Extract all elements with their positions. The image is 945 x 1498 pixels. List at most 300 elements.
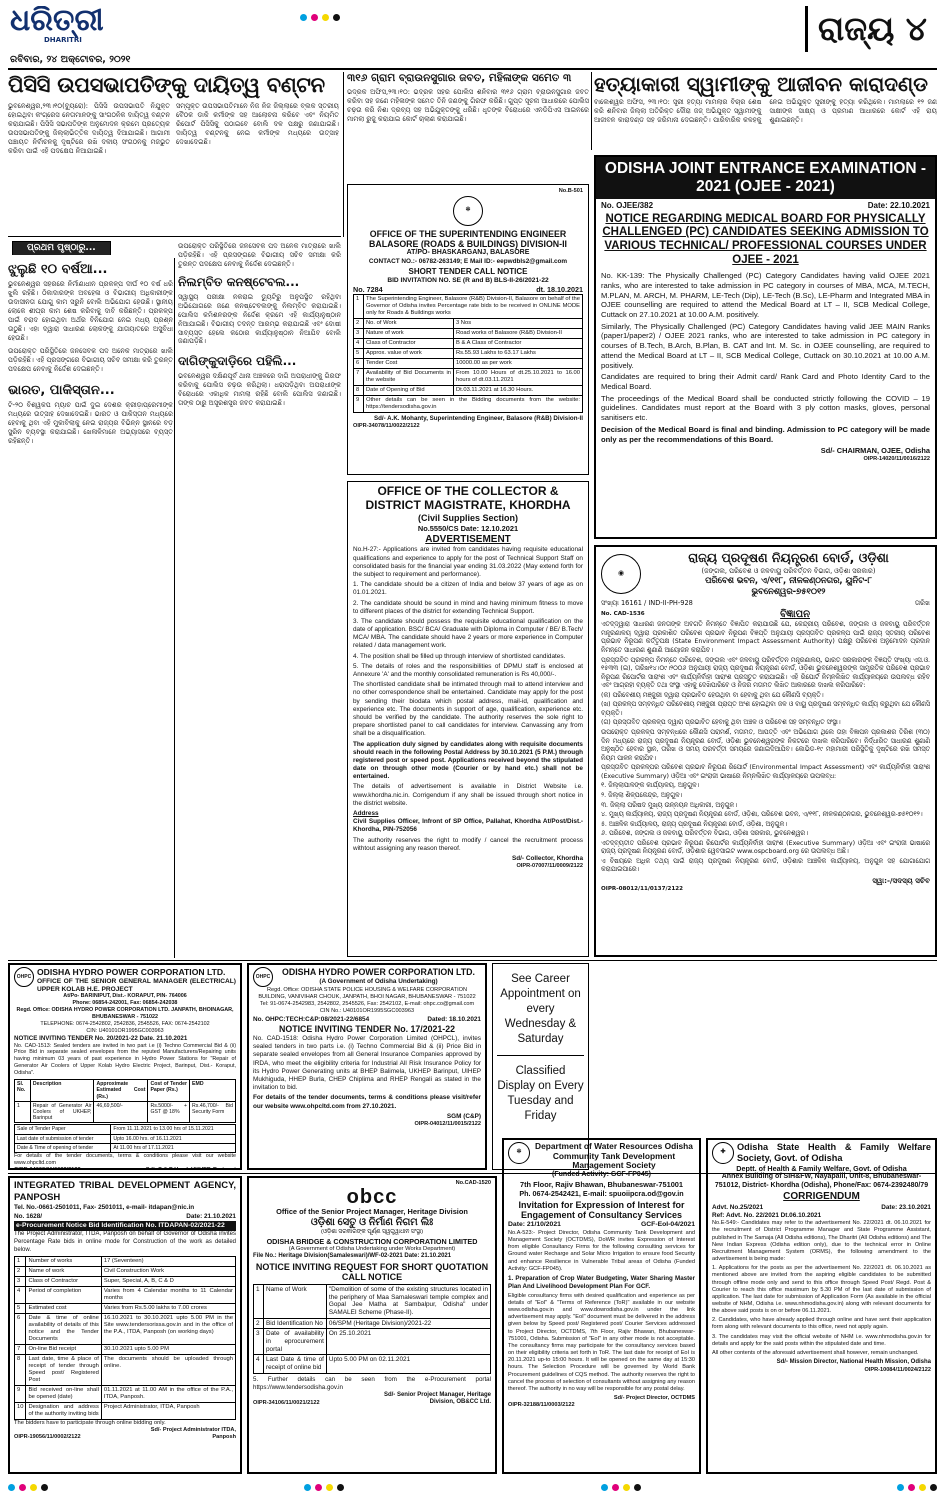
ad-ref-no: No. 7284: [353, 285, 383, 295]
ad-title: ODISHA HYDRO POWER CORPORATION LTD.: [282, 967, 475, 977]
table-cell: 4: [354, 339, 364, 349]
table-cell: 9: [354, 395, 364, 412]
table-cell: Nature of work: [364, 329, 454, 339]
table-row: [354, 295, 583, 319]
col-divider: [174, 258, 175, 958]
table-cell: 3 Nos: [453, 319, 582, 329]
registration-dot: [322, 14, 329, 21]
ad-address: AT/PO- BHASKARGANJ, BALASORE: [406, 249, 530, 257]
logo-text: ଧରିତ୍ରୀ: [10, 6, 104, 38]
registration-dot: [612, 1484, 619, 1491]
ad-tel: Tel: 91-0674-2542983, 2542802, 2545526, Fax: 2542102, E-mail: ohpc.co@gmail.com: [259, 1001, 475, 1008]
table-cell: 10000.00 as per work: [453, 359, 582, 369]
table-cell: 1: [15, 1101, 31, 1123]
oipr-code: OIPR-19056/11/0002/2122: [14, 1434, 81, 1441]
table-row: [15, 1344, 236, 1354]
table-cell: 30.10.2021 upto 5.00 PM: [101, 1344, 235, 1354]
ad-ohpc-ukhep: [8, 963, 242, 1170]
article-text: ଉପରୋକ୍ତ ପରିସ୍ଥିତିରେ ଜନସେବକ ପଦ ଅନେକ ମାତ୍ରାରେ ଖାଲି ପଡ଼ିରହିଛି। ଏହି ପ୍ରସଙ୍ଗରେ ବିଭାଗୀୟ ସଚିବ ସମୀକ୍ଷା କରି ତୁରନ୍ତ ପଦକ୍ଷେପ ନେବାକୁ ନିର୍ଦ୍ଦେଶ ଦେଇଛନ୍ତି।: [8, 346, 173, 373]
ad-title: Odisha State Health & Family Welfare Society, Govt. of Odisha: [737, 1142, 931, 1163]
oipr-code: OIPR-08012/11/0137/2122: [601, 885, 684, 892]
table-cell: Date of Opening of Bid: [364, 385, 454, 395]
ad-title: ODISHA JOINT ENTRANCE EXAMINATION - 2021 (OJEE - 2021): [596, 157, 935, 199]
ad-office: Office of the Senior Project Manager, Heritage Division: [276, 1207, 468, 1217]
list-item: 2. Candidates, who have already applied through online and have sent their application form along with relevant documents to this office, need not apply again.: [712, 1317, 931, 1331]
divider: [8, 236, 341, 237]
table-cell: 7: [354, 369, 364, 386]
table-row: [15, 1143, 236, 1152]
main-article-col2: [176, 102, 339, 232]
left-col-b: [178, 242, 341, 958]
ad-title: Department of Water Resources Odisha Community Tank Development Management Society: [535, 1141, 693, 1171]
left-col-a: [8, 258, 173, 958]
registration-dot: [623, 1484, 630, 1491]
list-item: ୪. ମୁଖ୍ୟ କାର୍ଯ୍ୟାଳୟ, ରାଜ୍ୟ ପ୍ରଦୂଷଣ ନିୟନ୍ତ୍ରଣ ବୋର୍ଡ, ଓଡ଼ିଶା, ପରିବେଶ ଭବନ, ଏ/୧୧୮, ନୀଳକଣ୍ଠନଗର, ଭୁବନେଶ୍ୱର-୭୫୧୦୧୨।: [601, 811, 923, 819]
article-text: ଭଦ୍ରକ ଅଫିସ,୨୩।୧୦: ଭଦ୍ରକ ସହର ପୋଲିସ ଶନିବାର ୩୧୬ ଗ୍ରାମ ବ୍ରାଉନସୁଗାର ଜବତ କରିବା ସହ ଜଣେ ମହିଳାଙ୍କ ସମେତ ତିନି ଜଣଙ୍କୁ ଗିରଫ କରିଛି। ଗୁପ୍ତ ସୂଚନା ଆଧାରରେ ପୋଲିସ ଚଢ଼ଉ କରି ନିଶା ଦ୍ରବ୍ୟ ସହ ଅଭିଯୁକ୍ତଙ୍କୁ ଧରିଛି। ଧୃତଙ୍କ ବିରୋଧରେ ଏନଡିପିଏସ ଆଇନରେ ମାମଲା ରୁଜୁ କରାଯାଇ କୋର୍ଟ ଚାଲାଣ କରାଯାଇଛି।: [347, 88, 589, 123]
ad-address: Civil Supplies Officer, Infront of SP Office, Pallahat, Khordha At/Post/Dist.- Khordha, PIN-752056: [353, 818, 583, 834]
table-cell: 2: [354, 319, 364, 329]
ad-reference: Ref: Advt. No. 22/2021 Dt.06.10.2021: [712, 1212, 822, 1220]
registration-marks-top: [300, 14, 360, 24]
ad-cin: CIN: U40101OR1995GC003963: [86, 1027, 164, 1034]
table-cell: 4: [254, 1355, 264, 1373]
list-item: 5. The details of roles and the responsibilities of DPMU staff is enclosed at Annexure 'A' and the monthly consolidated remuneration is Rs 40,000/-.: [353, 662, 583, 678]
table-cell: 5: [354, 349, 364, 359]
table-cell: Description: [30, 1080, 94, 1102]
table-cell: 5: [15, 1304, 26, 1314]
registration-dot: [908, 1484, 915, 1491]
ad-subtitle: (A Government of Odisha Undertaking): [319, 978, 438, 986]
table-cell: Repair of Generator Air Coolers of UKHEP, Barinput: [30, 1101, 94, 1123]
table-cell: 8: [15, 1354, 26, 1385]
ad-body: Similarly, The Physically Challenged (PC) Category Candidates having valid JEE MAIN Ranks (paper1/paper2) / OJEE 2021 ranks, who are interested to take admission in PC category in courses of B.Tech, B.Arch, B.Plan, B. CAT and Int. M. Sc. in OJEE counselling, are required to attend the Medical Board at LT – II, SCB Medical College, Cuttack on 30.10.2021 at 10.00 A.M. positively.: [601, 321, 930, 370]
table-cell: Period of completion: [26, 1287, 101, 1304]
table-row: [354, 319, 583, 329]
table-cell: Dt.03.11.2021 at 16.30 Hours.: [453, 385, 582, 395]
table-cell: 01.11.2021 at 11.00 AM in the office of the P.A., ITDA, Panposh.: [101, 1385, 235, 1402]
table-cell: Other details can be seen in the Bidding documents from the website: https://tendersodisha.gov.in: [364, 395, 583, 412]
ad-body: Candidates are required to bring their Admit card/ Rank Card and Photo Identity Card to the Medical Board.: [601, 372, 930, 392]
table-cell: B & A Class of Contractor: [453, 339, 582, 349]
ad-date: dt. 18.10.2021: [536, 285, 583, 295]
ad-signature: Sd/- A.K. Mohanty, Superintending Engineer, Balasore (R&B) Division-II: [373, 414, 583, 422]
table-cell: 2: [15, 1267, 26, 1277]
tender-table: [14, 1079, 236, 1123]
registration-dot: [315, 1484, 322, 1491]
ad-regd: Regd. Office: ODISHA HYDRO POWER CORPORATION LTD. JANPATH, BHOINAGAR, BHUBANESWAR - 751022: [16, 1006, 234, 1020]
table-cell: Estimated cost: [26, 1304, 101, 1314]
ad-subtitle: NOTICE REGARDING MEDICAL BOARD FOR PHYSICALLY CHALLENGED (PC) CANDIDATES SEEKING ADMISSION TO VARIOUS TECHNICAL/ PROFESSIONAL COURSES UNDER OJEE - 2021: [602, 212, 929, 266]
ad-body: ଏତଦ୍‌ବ୍ୟତୀତ ପରିବେଶ ପ୍ରଭାବ ନିରୂପଣ ରିପୋର୍ଟର କାର୍ଯ୍ୟନିର୍ବାହୀ ସାରାଂଶ (Executive Summary) ଓଡ଼ିଆ ଏବଂ ଇଂରାଜୀ ଭାଷାରେ ରାଜ୍ୟ ପ୍ରଦୂଷଣ ନିୟନ୍ତ୍ରଣ ବୋର୍ଡ, ଓଡ଼ିଶାର ୱେବସାଇଟ www.ospcboard.org ରେ ଉପଲବ୍ଧ ଅଛି।: [601, 839, 930, 856]
table-cell: 6: [354, 359, 364, 369]
table-cell: Date & time of online availability of details of this notice and the Tender Documents: [26, 1314, 101, 1345]
list-item: 1. The candidate should be a citizen of India and below 37 years of age as on 01.01.2021.: [353, 581, 583, 597]
ad-subtitle: ADVERTISEMENT: [425, 533, 511, 545]
ad-signature: Sd/- Project Administrator ITDA, Panposh: [150, 1426, 236, 1441]
tender-table: [253, 1284, 491, 1374]
ad-signature: Sd/- Senior Project Manager, Heritage Division, OB&CC Ltd.: [383, 1391, 491, 1406]
table-cell: The Superintending Engineer, Balasore (R&B) Division-II, Balasore on behalf of the Governor of Odisha invites Percentage rate bids to be received in ONLINE MODE only for Roads & Buildings works: [364, 295, 583, 319]
ohpc-logo-icon: OHPC: [14, 967, 34, 987]
article-text: ଉପରୋକ୍ତ ପରିସ୍ଥିତିରେ ଜନସେବକ ପଦ ଅନେକ ମାତ୍ରାରେ ଖାଲି ପଡ଼ିରହିଛି। ଏହି ପ୍ରସଙ୍ଗରେ ବିଭାଗୀୟ ସଚିବ ସମୀକ୍ଷା କରି ତୁରନ୍ତ ପଦକ୍ଷେପ ନେବାକୁ ନିର୍ଦ୍ଦେଶ ଦେଇଛନ୍ତି।: [178, 242, 341, 268]
table-row: [254, 1355, 491, 1373]
career-text: See Career Appointment on every Wednesday & Saturday: [500, 973, 581, 1045]
ad-signature: Sd/- Project Director, OCTDMS: [613, 1394, 695, 1401]
table-cell: Name of Work: [264, 1284, 327, 1318]
ad-dept: Deptt. of Health & Family Welfare, Govt. of Odisha: [736, 1164, 907, 1173]
registration-dot: [41, 1484, 48, 1491]
ad-address: 7th Floor, Rajiv Bhawan, Bhubaneswar-751001: [519, 1179, 684, 1189]
list-item: ୨. ଜିଲ୍ଲା ଶିଳ୍ପକେନ୍ଦ୍ର, ଅନୁଗୁଳ।: [601, 791, 683, 799]
table-row: [254, 1284, 491, 1318]
ad-title: INTEGRATED TRIBAL DEVELOPMENT AGENCY, PANPOSH: [14, 1180, 236, 1204]
ad-subtitle: (Funded Activity: GCF-FP045): [552, 1170, 651, 1178]
table-cell: Varies from 4 Calendar months to 11 Calendar months: [101, 1287, 235, 1304]
table-cell: Project Administrator, ITDA, Panposh: [101, 1402, 235, 1419]
ad-body: The details of advertisement is available in District Website i.e. www.khordha.nic.in. Corrigendum if any shall be issued through short notice in the district website.: [353, 783, 583, 807]
ad-body: ପ୍ରସ୍ତାବିତ ପ୍ରକଳ୍ପର ପରିବେଶ ପ୍ରଭାବ ନିରୂପଣ ରିପୋର୍ଟ (Environmental Impact Assessment) ଏବଂ କାର୍ଯ୍ୟନିର୍ବାହୀ ସାରାଂଶ (Executive Summary) ଓଡ଼ିଆ ଏବଂ ଇଂରାଜୀ ଭାଷାରେ ନିମ୍ନଲିଖିତ କାର୍ଯ୍ୟାଳୟରେ ଉପଲବ୍ଧ:: [601, 764, 930, 780]
date-label: ତାରିଖ: [914, 599, 930, 608]
right-headline: ହତ୍ୟାକାରୀ ସ୍ୱାମୀଙ୍କୁ ଆଜୀବନ କାରାଦଣ୍ଡ: [594, 72, 928, 96]
date-line: ରବିବାର, ୨୪ ଅକ୍ଟୋବର, ୨୦୨୧: [10, 54, 131, 65]
ad-subtitle: SHORT TENDER CALL NOTICE: [408, 266, 528, 276]
table-row: [15, 1134, 236, 1143]
list-item: 2. The candidate should be sound in mind and having minimum fitness to move to different places of the district for extending Technical Support.: [353, 599, 583, 615]
notice-title: NOTICE INVITING REQUEST FOR SHORT QUOTATION CALL NOTICE: [255, 1262, 489, 1283]
classified-text: Classified Display on Every Tuesday and Friday: [497, 1064, 584, 1122]
odisha-emblem-icon: ✲: [508, 1142, 530, 1164]
notice-title: NOTICE INVITING TENDER No. 17/2021-22: [279, 1023, 455, 1034]
table-cell: 10: [15, 1402, 26, 1419]
table-cell: Name of work: [26, 1267, 101, 1277]
table-cell: Date of availability in eprocurement portal: [264, 1329, 327, 1355]
table-cell: 3: [354, 329, 364, 339]
ad-item: 1. Preparation of Crop Water Budgeting, Water Sharing Master Plan And Livelihood Development Plan For GCF.: [508, 1274, 695, 1290]
ad-list: [601, 692, 930, 728]
table-cell: The documents should be uploaded through online.: [101, 1354, 235, 1385]
ad-phone: Phone: 06854-242001, Fax: 06854-242038: [72, 1000, 178, 1007]
oipr-code: OIPR-14020/11/0016/2122: [863, 455, 930, 462]
table-row: [15, 1267, 236, 1277]
ad-footer: 5. Further details can be seen from the e-Procurement portal https://www.tendersodisha.gov.in: [253, 1375, 491, 1391]
ad-khordha: [347, 481, 589, 957]
table-cell: On-line Bid receipt: [26, 1344, 101, 1354]
ad-body: No. CAD-1518: Odisha Hydro Power Corporation Limited (OHPCL), invites sealed tenders in two parts i.e. (i) Techno Commercial Bid & (ii) Price Bid in separate sealed envelopes from all General Insurance Companies approved by IRDA, who meet the eligibility criteria for Industrial All Risk Insurance Policy for its Hydro Power Generating units at BHEP Balimela, UKHEP Barinput, UIHEP Mukhiguda, HHEP Burla, CHEP Chiplima and RHEP Rengali as stated in the invitation to bid.: [253, 1035, 481, 1092]
ad-water-resources: [502, 1138, 701, 1474]
ad-body: Eligible consultancy firms with desired qualification and experience as per details of "EoI" & "Terms of Reference (ToR)" available in our website www.odisha.gov.in and www.dowrodisha.gov.in under the link advertisement may apply. "EoI" document must be delivered in the address given below by Speed post/ Registered post/ Courier Services addressed to Project Director, OCTDMS, 7th Floor, Rajiv Bhawan, Bhubaneswar-751001, Odisha. Submission of "EoI" in any other mode is not acceptable. The consultancy firms may participate for the consultancy services based on their eligibility criteria set forth in ToR. The last date for receipt of EoI is 20.11.2021 up-to 15:00 hours. It will be opened on the same day at 15:30 hours. The Selection Procedure will be governed by World Bank Procurement guidelines of CQS method. The authority reserves the right to cancel the process of selection of consultants without assigning any reason thereof. The authority in no way will be responsible for any postal delay.: [508, 1292, 695, 1392]
ad-number: No.5550/CS Date: 12.10.2021: [417, 524, 519, 534]
middle-headline: ୩୧୬ ଗ୍ରାମ ବ୍ରାଉନସୁଗାର ଜବତ, ମହିଳାଙ୍କ ସମେତ ୩: [347, 72, 572, 84]
ad-title-odia: ଓଡ଼ିଶା ସେତୁ ଓ ନିର୍ମାଣ ନିଗମ ଲିଃ: [310, 1216, 434, 1228]
list-item: ୬. ପରିବେଶ, ଜଙ୍ଗଲ ଓ ଜଳବାୟୁ ପରିବର୍ତ୍ତନ ବିଭାଗ, ଓଡ଼ିଶା ସରକାର, ଭୁବନେଶ୍ୱର।: [601, 830, 808, 838]
tender-dates: [14, 1124, 236, 1153]
ad-date: Dated: 18.10.2021: [427, 1015, 481, 1023]
table-cell: Rs.55.93 Lakhs to 63.17 Lakhs: [453, 349, 582, 359]
ad-tel: TELEPHONE: 0674-2542802, 2542836, 2545526, FAX: 0674-2542102: [40, 1020, 210, 1027]
table-cell: Cost of Tender Paper (Rs.): [148, 1080, 190, 1102]
table-cell: From 11.11.2021 to 13.00 hrs of 15.11.2021: [111, 1125, 236, 1134]
list-item: 3. The candidates may visit the official website of NHM i.e. www.nhmodisha.gov.in for details and apply for the said posts within the stipulated date and time.: [712, 1333, 931, 1347]
registration-marks-bottom: [8, 1480, 937, 1494]
table-cell: 9: [15, 1385, 26, 1402]
ad-office: OFFICE OF THE SENIOR GENERAL MANAGER (ELECTRICAL) UPPER KOLAB H.E. PROJECT: [37, 978, 236, 993]
ad-address: ଭୁବନେଶ୍ୱର-୭୫୧୦୧୨: [751, 586, 826, 597]
table-row: [15, 1385, 236, 1402]
ad-number: No. CAD-1536: [601, 611, 645, 617]
table-cell: At 11.00 hrs of 17.11.2021: [111, 1143, 236, 1152]
ad-signature: ସ୍ୱା:-/ସଦସ୍ୟ ସଚିବ: [872, 876, 930, 886]
registration-dot: [311, 14, 318, 21]
ad-itda: [8, 1176, 242, 1474]
ad-subtitle: (ଜଙ୍ଗଲ, ପରିବେଶ ଓ ଜଳବାୟୁ ପରିବର୍ତ୍ତନ ବିଭାଗ, ଓଡ଼ିଶା ସରକାର): [701, 566, 876, 575]
ad-body: ପ୍ରସ୍ତାବିତ ପ୍ରକଳ୍ପ ନିମନ୍ତେ ପରିବେଶ, ଜଙ୍ଗଲ ଏବଂ ଜଳବାୟୁ ପରିବର୍ତ୍ତନ ମନ୍ତ୍ରଣାଳୟ, ଭାରତ ସରକାରଙ୍କ ବିଜ୍ଞପ୍ତି ସଂଖ୍ୟା ଏସ.ଓ. ୧୫୩୩ (ଇ), ତାରିଖ୧୪।୦୯।୨୦୦୬ ଅନୁଯାୟୀ ରାଜ୍ୟ ପ୍ରଦୂଷଣ ନିୟନ୍ତ୍ରଣ ବୋର୍ଡ, ଓଡ଼ିଶା ଭୁବନେଶ୍ୱରଙ୍କ ସାମ୍ପ୍ରତିକ ପରିବେଶ ପ୍ରଭାବ ନିରୂପଣ ରିପୋର୍ଟର ସାରାଂଶ ଏବଂ କାର୍ଯ୍ୟନିର୍ବାହୀ ସାରାଂଶ ପ୍ରସ୍ତୁତ କରାଯାଇଛି। ଏହି ରିପୋର୍ଟ ନିମ୍ନଲିଖିତ କାର୍ଯ୍ୟାଳୟରେ ଉପଲବ୍ଧ ରହିବ ଏବଂ ଆଗ୍ରହୀ ବ୍ୟକ୍ତି ତଥା ସଂସ୍ଥା ଏହାକୁ ଦେଖିପାରିବେ ଓ ନିଜର ମତାମତ ଲିଖିତ ଆକାରରେ ଦାଖଲ କରିପାରିବେ:: [601, 656, 930, 690]
table-cell: Date & Time of opening of tender: [15, 1143, 111, 1152]
table-row: [15, 1287, 236, 1304]
ad-ohpc-insurance: [247, 963, 487, 1170]
article-text: ଭବନେଶ୍ୱର ଦକ୍ଷିଣପୂର୍ବ ଥାନା ଅଞ୍ଚଳରେ ଦାଗି ଅପରାଧୀଙ୍କୁ ଗିରଫ କରିବାକୁ ପୋଲିସ ଚଢ଼ଉ କରିଥିଲା। ଧରାପଡ଼ିଥିବା ଅପରାଧୀଙ୍କ ବିରୋଧରେ ଏକାଧିକ ମାମଲା ରହିଛି ବୋଲି ପୋଲିସ ଜଣାଇଛି। ତାଙ୍କ ଠାରୁ ଅସ୍ତ୍ରଶସ୍ତ୍ର ଜବତ କରାଯାଇଛି।: [178, 372, 341, 408]
ad-points: [353, 581, 583, 679]
article-text: ବାଲେଶ୍ୱର ଅଫିସ, ୨୩।୧୦: ସ୍ତ୍ରୀ ହତ୍ୟା ମାମଲାର ବିଚାର ଶେଷ କରି ଶନିବାର ଜିଲ୍ଲା ଅତିରିକ୍ତ ଦୌରା ଜଜ୍ ଅଭିଯୁକ୍ତ ସ୍ୱାମୀଙ୍କୁ ଆଜୀବନ କାରାଦଣ୍ଡ ସହ ଜରିମାନା ଦେଇଛନ୍ତି। ପାରିବାରିକ କଳହକୁ ନେଇ ଅଭିଯୁକ୍ତ ସ୍ତ୍ରୀଙ୍କୁ ହତ୍ୟା କରିଥିଲେ। ମାମଲାରେ ୧୨ ଜଣ ସାକ୍ଷୀଙ୍କ ସାକ୍ଷ୍ୟ ଓ ପ୍ରମାଣ ଆଧାରରେ କୋର୍ଟ ଏହି ରାୟ ଶୁଣାଇଛନ୍ତି।: [594, 98, 937, 124]
article-text: ଭୁବନେଶ୍ୱର ସହରରେ ନିର୍ମାଣାଧୀନ ପ୍ରକଳ୍ପ ଦୀର୍ଘ ୧୦ ବର୍ଷ ଧରି ଝୁଲି ରହିଛି। ଠିକାଦାରଙ୍କ ଅବହେଳା ଓ ବିଭାଗୀୟ ଅଧିକାରୀଙ୍କ ଉଦାସୀନତା ଯୋଗୁ କାମ ସରୁନି ବୋଲି ଅଭିଯୋଗ ହେଉଛି। ସ୍ଥାନୀୟ ଲୋକେ ଶୀଘ୍ର କାମ ଶେଷ କରିବାକୁ ଦାବି କରିଛନ୍ତି। ପ୍ରକଳ୍ପ ପାଇଁ ବରାଦ ହୋଇଥିବା ଅର୍ଥର ବିନିଯୋଗ ନେଇ ମଧ୍ୟ ପ୍ରଶ୍ନ ଉଠୁଛି। ଏହା ଦ୍ୱାରା ସାଧାରଣ ଲୋକଙ୍କୁ ଯାତାୟାତରେ ଅସୁବିଧା ହେଉଛି।: [8, 280, 173, 342]
article-text: ଟି-୨୦ ବିଶ୍ୱକପ ମ୍ୟାଚ ପାଇଁ ଦୁଇ ଦେଶର କ୍ରୀଡ଼ାପ୍ରେମୀଙ୍କ ମଧ୍ୟରେ ଉତ୍ସାହ ଦେଖାଦେଇଛି। ଭାରତ ଓ ପାକିସ୍ତାନ ମଧ୍ୟରେ ହେବାକୁ ଥିବା ଏହି ମୁକାବିଲାକୁ ନେଇ ରାଜ୍ୟର ବିଭିନ୍ନ ସ୍ଥାନରେ ବଡ଼ ସ୍କ୍ରିନ ବ୍ୟବସ୍ଥା କରାଯାଇଛି। ଖେଳାଳିମାନେ ଅଭ୍ୟାସରେ ବ୍ୟସ୍ତ ରହିଛନ୍ତି।: [8, 400, 173, 445]
list-item: 4. The position shall be filled up through interview of shortlisted candidates.: [353, 652, 566, 660]
spcb-logo-icon: ◉: [601, 554, 641, 594]
nhm-logo-icon: ✚: [712, 1142, 734, 1164]
table-cell: 17 (Seventeen): [101, 1257, 235, 1267]
table-cell: 1: [15, 1257, 26, 1267]
ad-date: Date: 21/10/2021: [508, 1221, 561, 1229]
table-cell: 6: [15, 1314, 26, 1345]
sub-headline: ଝୁଲୁଛି ୧୦ ବର୍ଷଆ...: [8, 262, 108, 277]
table-cell: 06/SPM (Heritage Division)/2021-22: [326, 1318, 490, 1329]
front-page-box: [12, 239, 132, 255]
registration-dot: [333, 14, 340, 21]
table-row: [15, 1277, 236, 1287]
table-row: [15, 1354, 236, 1385]
table-cell: Class of Contractor: [26, 1277, 101, 1287]
main-article-col1: [8, 102, 170, 232]
table-cell: Designation and address of the authority inviting bids: [26, 1402, 101, 1419]
col-divider: [343, 72, 344, 237]
table-cell: 16.10.2021 to 30.10.2021 upto 5.00 PM in the Site www.tendersorissa.gov.in and in the office of the P.A., ITDA, Panposh (on working days): [101, 1314, 235, 1345]
ad-pollution-board: [594, 545, 937, 957]
table-row: [15, 1125, 236, 1134]
list-item: (କ) ପରିବେଶୀୟ ମଞ୍ଜୁରୀ ଦ୍ୱାରା ପ୍ରଭାବିତ ହେଉଥିବା ବା ହେବାକୁ ଥିବା ଯେ କୌଣସି ବ୍ୟକ୍ତି।: [601, 691, 824, 699]
col-divider: [591, 72, 592, 150]
ad-signature: SGM (C&P): [446, 1112, 481, 1120]
table-row: [354, 329, 583, 339]
table-cell: Class of Contractor: [364, 339, 454, 349]
ad-title: OFFICE OF THE SUPERINTENDING ENGINEER BALASORE (ROADS & BUILDINGS) DIVISION-II: [369, 229, 567, 250]
ad-body: The application duly signed by candidates along with requisite documents should reach in the following Postal Address by 30.10.2021 (5 P.M.) through registered post or speed post. Applications received beyond the stipulated date on through other mode (Courier or by hand etc.) shall not be entertained.: [353, 740, 583, 781]
tender-table: [353, 294, 583, 412]
table-row: [354, 369, 583, 386]
sub-headline: ଦାଗିଙ୍କୁଦାଡ଼ିରେ ପହିଲି...: [178, 354, 297, 369]
list-item: ୩. ଜିଲ୍ଲା ପରିଷଦ ମୁଖ୍ୟ ଉନ୍ନୟନ ଅଧିକାରୀ, ଅନୁଗୁଳ।: [601, 801, 737, 809]
table-cell: 46,69,500/-: [94, 1101, 148, 1123]
obcc-logo: obcc: [346, 1186, 398, 1209]
table-cell: Last Date & time of receipt of online bid: [264, 1355, 327, 1373]
notice-title: NOTICE INVITING TENDER No. 20/2021-22 Date. 21.10.2021: [14, 1034, 188, 1042]
ad-obcc: [247, 1176, 497, 1474]
ad-number: No.CAD-1520: [455, 1180, 491, 1186]
ad-contact: CONTACT NO.:- 06782-263149; E Mail ID:- eepwdbls2@gmail.com: [368, 258, 568, 266]
list-item: (ଖ) ପ୍ରକଳ୍ପ ସମ୍ବନ୍ଧିତ ପରିବେଶୀୟ ମଞ୍ଜୁରୀ ପ୍ରାପ୍ତ ଅଂଶ ହୋଇଥିବା ଜଳ ଓ ବାୟୁ ପ୍ରଦୂଷଣ ସମ୍ବନ୍ଧିତ କାର୍ଯ୍ୟ କରୁଥିବା ଯେ କୌଣସି ବ୍ୟକ୍ତି।: [601, 701, 930, 717]
ad-body: ଉପରୋକ୍ତ ପ୍ରକଳ୍ପ ସମ୍ବନ୍ଧରେ କୌଣସି ପରାମର୍ଶ, ମତାମତ, ଆପତ୍ତି ଏବଂ ଅଭିଯୋଗ ଥିଲେ ତାହା ବିଜ୍ଞାପନ ପ୍ରକାଶର ତିରିଶ (୩୦) ଦିନ ମଧ୍ୟରେ ରାଜ୍ୟ ପ୍ରଦୂଷଣ ନିୟନ୍ତ୍ରଣ ବୋର୍ଡ, ଓଡ଼ିଶା ଭୁବନେଶ୍ୱରଙ୍କ ନିକଟରେ ଦାଖଲ କରିପାରିବେ। ନିର୍ଦ୍ଧାରିତ ସାଧାରଣ ଶୁଣାଣି ଅନୁଷ୍ଠିତ ହେବାର ସ୍ଥାନ, ତାରିଖ ଓ ସମୟ ପରବର୍ତ୍ତୀ ସମୟରେ ଜଣାଇଦିଆଯିବ। କୋଭିଡ-୧୯ ମହାମାରୀ ପରିସ୍ଥିତିକୁ ଦୃଷ୍ଟିରେ ରଖି ସମସ୍ତ ନିୟମ ପାଳନ କରାଯିବ।: [601, 729, 930, 762]
odisha-emblem-icon: ✲: [453, 196, 483, 226]
list-item: 1. Applications for the posts as per the advertisement No. 22/2021 dt. 06.10.2021 as mentioned above are invited from the aspiring eligible candidates to be submitted through offline mode only and send to this office through Speed Post/ Regd. Post & Courier to reach this office maximum by 5.30 PM of the last date of submission of application. The last date for submission of Application Form (As available in the official website of NHM, Odisha i.e. www.nhmodisha.gov.in) along with relevant documents for the above said posts is on or before 06.11.2021.: [712, 1265, 931, 1315]
oipr-code: OIPR-07007/11/0009/2122: [516, 863, 583, 870]
ad-footer: For details of the tender documents, terms & conditions please visit/refer our website www.ohpcltd.com from 27.10.2021.: [253, 1094, 481, 1110]
logo-sub: DHARITRI: [44, 36, 82, 44]
tender-table: [14, 1256, 236, 1419]
main-headline: ପିସିସି ଉପସଭାପତିଙ୍କୁ ଦାୟିତ୍ୱ ବଣ୍ଟନ: [8, 73, 325, 97]
ad-title: ରାଜ୍ୟ ପ୍ରଦୂଷଣ ନିୟନ୍ତ୍ରଣ ବୋର୍ଡ, ଓଡ଼ିଶା: [688, 550, 889, 565]
registration-dot: [30, 1484, 37, 1491]
table-row: [15, 1257, 236, 1267]
sub-headline: ଭାରତ, ପାକିସ୍ତାନ...: [8, 382, 115, 398]
list-item: ୫. ଆଞ୍ଚଳିକ କାର୍ଯ୍ୟାଳୟ, ରାଜ୍ୟ ପ୍ରଦୂଷଣ ନିୟନ୍ତ୍ରଣ ବୋର୍ଡ, ଓଡ଼ିଶା, ଅନୁଗୁଳ।: [601, 820, 787, 828]
table-cell: 4: [15, 1287, 26, 1304]
ad-signature: Sd/- Mission Director, National Health Mission, Odisha: [776, 1359, 931, 1366]
table-cell: Upto 5.00 PM on 02.11.2021: [326, 1355, 490, 1373]
ad-section: (Civil Supplies Section): [417, 512, 518, 523]
table-row: [254, 1318, 491, 1329]
ad-body: The shortlisted candidate shall be intimated through mail to attend interview and no other correspondence shall be entertained. Candidate may apply for the post by sending their biodata which postal address, mail-id, qualification and experience etc. The documents in support of age, qualification, experience etc. should be verified by the candidate. The authority reserves the sole right to prepare shortlisted panel to call candidates for interview. Canvassing any from shall be a disqualification.: [353, 681, 583, 738]
ad-body: No.E-549:- Candidates may refer to the advertisement No. 22/2021 dt. 06.10.2021 for the recruitment of District Programme Manager and State Programme Assistant, published in The Samaja (All Odisha editions), The Dharitri (All Odisha editions) and The New Indian Express (Odisha edition only), due to the technical error in Online Recruitment Management System (ORMS), the following amendment to the advertisement is being made:: [712, 1220, 931, 1263]
table-cell: "Demolition of some of the existing structures located in the periphery of Maa Samaleswari temple complex and Gopal Jee Matha at Sambalpur, Odisha" under SAMALEI Scheme (Phase-II).: [326, 1284, 490, 1318]
table-cell: Rs.5000/- + GST @ 18%: [148, 1101, 190, 1123]
ad-footer: For details of the tender documents, terms & conditions please visit our website www.ohpcltd.com: [14, 1153, 236, 1167]
list-item: (ଗ) ପ୍ରସ୍ତାବିତ ପ୍ରକଳ୍ପ ଦ୍ୱାରା ପ୍ରଭାବିତ ହେବାକୁ ଥିବା ଅଞ୍ଚଳ ଓ ପରିବେଶ ସହ ସମ୍ବନ୍ଧିତ ସଂସ୍ଥା।: [601, 719, 841, 727]
ad-address: ପରିବେଶ ଭବନ, ଏ/୧୧୮, ନୀଳକଣ୍ଠନଗର, ୟୁନିଟ-୮: [705, 575, 872, 586]
registration-dot: [337, 1484, 344, 1491]
table-cell: No. of Work: [364, 319, 454, 329]
ad-title: ODISHA BRIDGE & CONSTRUCTION CORPORATION LIMITED: [266, 1236, 478, 1246]
ad-signature: Sd/- CHAIRMAN, OJEE, Odisha: [820, 446, 930, 456]
bid-number: BID INVITATION NO. SE (R and B) BLS-II-26/2021-22: [387, 276, 549, 284]
table-row: [15, 1402, 236, 1419]
table-cell: 3: [254, 1329, 264, 1355]
ad-title: ODISHA HYDRO POWER CORPORATION LTD.: [37, 967, 226, 977]
ad-health-society: [706, 1138, 937, 1474]
ad-signature: Sd/- C & P Head, UKHEP, Barinput: [145, 1166, 236, 1170]
ad-subtitle-odia: (ଓଡ଼ିଶା ସରକାରଙ୍କ ପୂର୍ଣ୍ଣ ସ୍ୱତ୍ତ୍ୱାଧୀନ ସଂସ୍ଥା): [320, 1229, 424, 1236]
table-cell: 8: [354, 385, 364, 395]
table-cell: Sl. No.: [15, 1080, 31, 1102]
article-text: ସ୍ୱାସ୍ଥ୍ୟ ପରୀକ୍ଷା ନକରାଇ ଡ୍ୟୁଟିରୁ ଅନୁପସ୍ଥିତ ରହିଥିବା ଅଭିଯୋଗରେ ଜଣେ କନଷ୍ଟେବଲଙ୍କୁ ନିଲମ୍ବିତ କରାଯାଇଛି। ପୋଲିସ କମିଶନରଙ୍କ ନିର୍ଦ୍ଦେଶ କ୍ରମେ ଏହି କାର୍ଯ୍ୟାନୁଷ୍ଠାନ ନିଆଯାଇଛି। ବିଭାଗୀୟ ତଦନ୍ତ ଆରମ୍ଭ କରାଯାଇଛି ଏବଂ ଦୋଷୀ ସାବ୍ୟସ୍ତ ହେଲେ କଠୋର କାର୍ଯ୍ୟାନୁଷ୍ଠାନ ନିଆଯିବ ବୋଲି ଜଣାପଡ଼ିଛି।: [178, 292, 341, 346]
table-cell: Rs.46,700/- Bid Security Form: [190, 1101, 236, 1123]
table-cell: Super, Special, A, B, C & D: [101, 1277, 235, 1287]
table-cell: Civil Construction Work: [101, 1267, 235, 1277]
ad-body: ଏତଦ୍‌ଦ୍ୱାରା ସାଧାରଣ ଜନତାଙ୍କ ଅବଗତି ନିମନ୍ତେ ବିଜ୍ଞାପିତ କରାଯାଉଛି ଯେ, କେନ୍ଦ୍ରୀୟ ପରିବେଶ, ଜଙ୍ଗଲ ଓ ଜଳବାୟୁ ପରିବର୍ତ୍ତନ ମନ୍ତ୍ରଣାଳୟ ଦ୍ୱାରା ପ୍ରକାଶିତ ପରିବେଶ ପ୍ରଭାବ ନିରୂପଣ ବିଜ୍ଞପ୍ତି ଅନୁଯାୟୀ ପ୍ରସ୍ତାବିତ ପ୍ରକଳ୍ପ ପାଇଁ ରାଜ୍ୟ ସ୍ତରୀୟ ପରିବେଶ ପ୍ରଭାବ ନିରୂପଣ କର୍ତ୍ତୃପକ୍ଷ (State Environment Impact Assessment Authority) ପକ୍ଷରୁ ପରିବେଶ ଅନୁମୋଦନ ପ୍ରଦାନ ନିମନ୍ତେ ସାଧାରଣ ଶୁଣାଣି ଆୟୋଜନ କରାଯିବ।: [601, 621, 930, 654]
registration-dot: [897, 1484, 904, 1491]
table-cell: Upto 16.00 hrs. of 16.11.2021: [111, 1134, 236, 1143]
article-text: ସମ୍ପୃକ୍ତ ଉପସଭାପତିମାନେ ନିଜ ନିଜ ଜିଲ୍ଲାରେ ବ୍ଲକ ସ୍ତରୀୟ ବୈଠକ ଡାକି କର୍ମୀଙ୍କ ସହ ଆଲୋଚନା କରିବେ ଏବଂ ନିୟମିତ ରିପୋର୍ଟ ପିସିସିକୁ ପଠାଇବେ ବୋଲି ଦଳ ପକ୍ଷରୁ ଜଣାଯାଇଛି। ଦାୟିତ୍ୱ ବଣ୍ଟନକୁ ନେଇ କର୍ମୀଙ୍କ ମଧ୍ୟରେ ଉତ୍ସାହ ଦେଖାଦେଇଛି।: [176, 102, 339, 146]
table-row: [15, 1304, 236, 1314]
table-cell: Bid received on-line shall be opened (date): [26, 1385, 101, 1402]
table-row: [354, 349, 583, 359]
ad-subtitle: (A Government of Odisha Undertaking under Works Department): [288, 1246, 456, 1253]
table-cell: From 10.00 Hours of dt.25.10.2021 to 16.00 hours of dt.03.11.2021: [453, 369, 582, 386]
ad-body: The Project Administrator, ITDA, Panposh on behalf of Governor of Odisha invites Percentage Rate bids in online mode for Construction of the work as detailed below.: [14, 1231, 236, 1253]
address-heading: Address: [353, 810, 379, 817]
table-cell: Last date of submission of tender: [15, 1134, 111, 1143]
table-cell: 1: [354, 295, 364, 319]
table-row: [254, 1329, 491, 1355]
table-row: [354, 339, 583, 349]
list-item: ୧. ଜିଲ୍ଲାପାଳଙ୍କ କାର୍ଯ୍ୟାଳୟ, ଅନୁଗୁଳ।: [601, 782, 700, 790]
ad-heading: Invitation for Expression of Interest for Engagement of Consultancy Services: [518, 1199, 685, 1220]
registration-dot: [930, 1484, 937, 1491]
ad-title: OFFICE OF THE COLLECTOR & DISTRICT MAGISTRATE, KHORDHA: [365, 484, 571, 512]
sub-headline: ନିଲମ୍ବିତ କନଷ୍ଟେବଲ...: [178, 274, 300, 289]
oipr-code: OIPR-10084/11/0024/2122: [864, 1366, 931, 1373]
registration-dot: [601, 1484, 608, 1491]
ad-date: Date: 21.10.2021: [186, 1212, 236, 1220]
ad-body: Decision of the Medical Board is final and binding. Admission to PC category will be made only as per the recommendations of this Board.: [601, 424, 930, 444]
table-cell: Approx. value of work: [364, 349, 454, 359]
table-cell: Road works of Balasore (R&B) Division-II: [453, 329, 582, 339]
table-cell: 7: [15, 1344, 26, 1354]
ad-reference: GCF-EoI-04/2021: [640, 1221, 695, 1229]
table-cell: EMD: [190, 1080, 236, 1102]
ad-list: [601, 782, 930, 838]
registration-dot: [19, 1484, 26, 1491]
bid-id: e-Procurement Notice Bid Identification No. ITDAPAN-02/2021-22: [14, 1221, 236, 1232]
table-row: [15, 1080, 236, 1102]
table-cell: 2: [254, 1318, 264, 1329]
oipr-code: OIPR-04002/11/0022/2122: [14, 1166, 81, 1170]
table-cell: Approximate Estimated Cost (Rs.): [94, 1080, 148, 1102]
ad-footer: The bidders have to participate through online bidding only.: [14, 1419, 166, 1426]
ad-body: ଏ ବିଷୟରେ ଅଧିକ ତଥ୍ୟ ପାଇଁ ରାଜ୍ୟ ପ୍ରଦୂଷଣ ନିୟନ୍ତ୍ରଣ ବୋର୍ଡ, ଓଡ଼ିଶାର ଆଞ୍ଚଳିକ କାର୍ଯ୍ୟାଳୟ, ଅନୁଗୁଳ ସହ ଯୋଗାଯୋଗ କରାଯାଇପାରେ।: [601, 857, 930, 874]
oipr-code: OIPR-34078/11/0022/2122: [353, 422, 420, 429]
front-page-label: ପ୍ରଥମ ପୃଷ୍ଠାରୁ...: [12, 241, 111, 255]
table-cell: On 25.10.2021: [326, 1329, 490, 1355]
registration-dot: [919, 1484, 926, 1491]
table-row: [15, 1101, 236, 1123]
ad-ojee: [594, 155, 937, 539]
ad-body: The proceedings of the Medical Board shall be conducted strictly following the COVID – 19 guidelines. Candidates must report at the Board with 3 ply cotton masks, gloves, personal sanitisers etc.: [601, 393, 930, 423]
ad-number: No. OJEE/382: [601, 200, 654, 210]
registration-dot: [304, 1484, 311, 1491]
table-cell: Availability of Bid Documents in the website: [364, 369, 454, 386]
table-row: [354, 385, 583, 395]
ad-regd: Regd. Office: ODISHA STATE POLICE HOUSING & WELFARE CORPORATION BUILDING, VANIVIHAR CHOUK, JANPATH, BHOI NAGAR, BHUBANESWAR - 751022: [258, 987, 476, 1001]
registration-dot: [326, 1484, 333, 1491]
table-cell: Tender Cost: [364, 359, 454, 369]
divider: [8, 960, 937, 961]
ad-heading: ବିଜ୍ଞାପନ: [780, 609, 810, 621]
registration-dot: [634, 1484, 641, 1491]
life-sentence-article: [594, 98, 937, 152]
oipr-code: OIPR-34106/11/0021/2122: [253, 1399, 320, 1406]
ad-number: Advt. No.25/2021: [712, 1203, 764, 1211]
section-title: ରାଜ୍ୟ ୪: [805, 6, 937, 52]
table-cell: Bid Identification No: [264, 1318, 327, 1329]
ad-address: At/Po- BARINIPUT, Dist.- KORAPUT, PIN- 764006: [63, 993, 187, 1000]
ad-signature: Sd/- Collector, Khordha: [511, 854, 583, 862]
ad-number: No. 1628/: [14, 1212, 43, 1220]
table-cell: 1: [254, 1284, 264, 1318]
ad-number: No.B-501: [558, 188, 583, 194]
table-row: [354, 359, 583, 369]
oipr-code: OIPR-32188/11/0003/2122: [508, 1402, 575, 1409]
ad-reference: ସଂଖ୍ୟା 16161 / IND-II-PH-928: [601, 599, 693, 608]
ad-body: No.H-27:- Applications are invited from candidates having requisite educational qualifications and experience to apply for the post of Technical Support Staff on consolidated basis for the financial year ending 31.03.2022 (May extend forth for the subject to requirement and performance).: [353, 546, 583, 578]
brown-sugar-article: [347, 88, 589, 180]
